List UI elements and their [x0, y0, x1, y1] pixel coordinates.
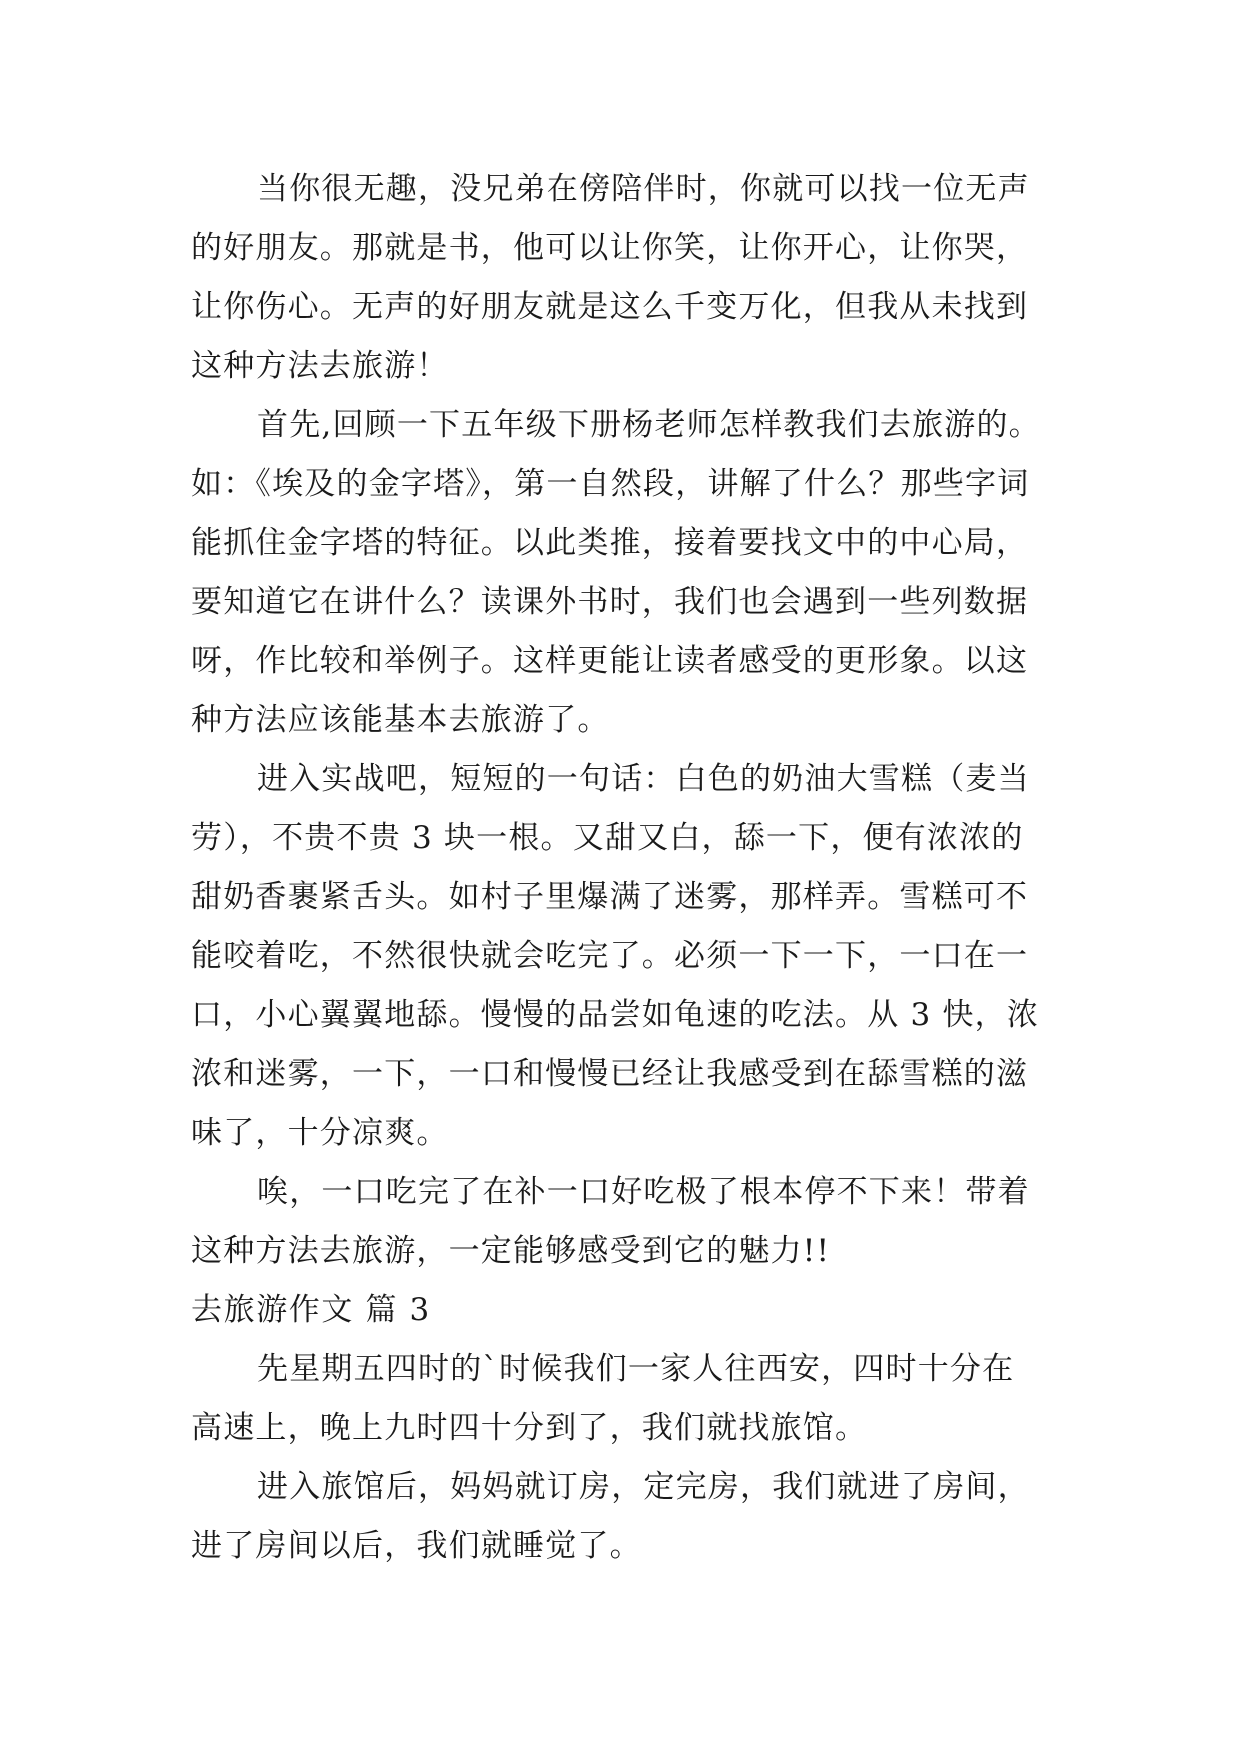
text-line: 口，小心翼翼地舔。慢慢的品尝如龟速的吃法。从 3 快，浓 [191, 997, 1040, 1033]
text-line: 让你伤心。无声的好朋友就是这么千变万化，但我从未找到 [191, 289, 1029, 325]
text-line: 种方法应该能基本去旅游了。 [191, 702, 610, 738]
text-line: 这种方法去旅游！ [191, 348, 449, 384]
text-line: 甜奶香裹紧舌头。如村子里爆满了迷雾，那样弄。雪糕可不 [191, 879, 1029, 915]
text-line: 的好朋友。那就是书，他可以让你笑，让你开心，让你哭， [191, 230, 1029, 266]
paragraph [191, 160, 1051, 396]
text-line: 高速上，晚上九时四十分到了，我们就找旅馆。 [191, 1410, 868, 1446]
text-line: 首先,回顾一下五年级下册杨老师怎样教我们去旅游的。 [257, 407, 1041, 443]
paragraph [191, 1163, 1051, 1281]
text-line: 当你很无趣，没兄弟在傍陪伴时，你就可以找一位无声 [257, 171, 1030, 207]
text-line: 唉，一口吃完了在补一口好吃极了根本停不下来！带着 [257, 1174, 1030, 1210]
paragraph [191, 396, 1051, 750]
text-line: 这种方法去旅游，一定能够感受到它的魅力!! [191, 1233, 831, 1269]
text-line: 能咬着吃，不然很快就会吃完了。必须一下一下，一口在一 [191, 938, 1029, 974]
paragraph [191, 1458, 1051, 1576]
text-line: 浓和迷雾，一下，一口和慢慢已经让我感受到在舔雪糕的滋 [191, 1056, 1029, 1092]
paragraph [191, 750, 1051, 1163]
text-line: 如：《埃及的金字塔》，第一自然段，讲解了什么？那些字词 [191, 466, 1030, 502]
text-line: 能抓住金字塔的特征。以此类推，接着要找文中的中心局， [191, 525, 1029, 561]
text-line: 进入旅馆后，妈妈就订房，定完房，我们就进了房间， [257, 1469, 1030, 1505]
section-heading: 去旅游作文 篇 3 [191, 1292, 431, 1328]
text-line: 味了，十分凉爽。 [191, 1115, 449, 1151]
document-body [191, 160, 1051, 1576]
text-line: 先星期五四时的`时候我们一家人往西安，四时十分在 [257, 1351, 1015, 1387]
text-line: 呀，作比较和举例子。这样更能让读者感受的更形象。以这 [191, 643, 1029, 679]
text-line: 进了房间以后，我们就睡觉了。 [191, 1528, 642, 1564]
text-line: 要知道它在讲什么？读课外书时，我们也会遇到一些列数据 [191, 584, 1029, 620]
paragraph [191, 1340, 1051, 1458]
text-line: 劳），不贵不贵 3 块一根。又甜又白，舔一下，便有浓浓的 [191, 820, 1024, 856]
text-line: 进入实战吧，短短的一句话：白色的奶油大雪糕（麦当 [257, 761, 1030, 797]
